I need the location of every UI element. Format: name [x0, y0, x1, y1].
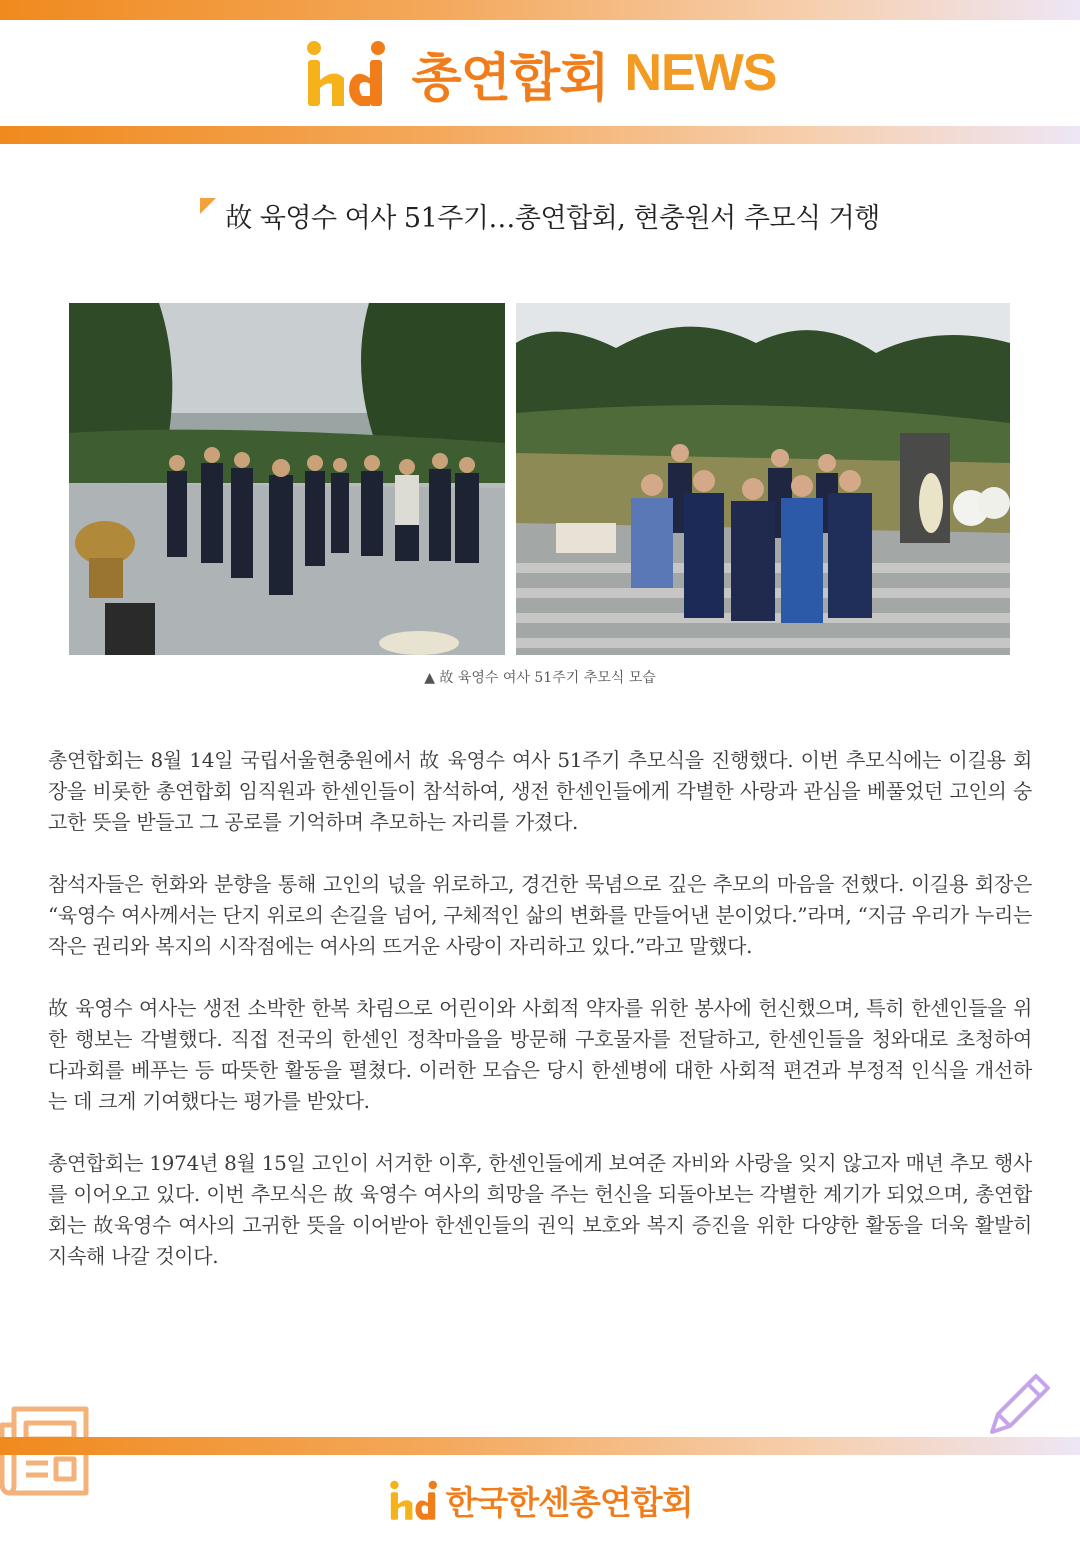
brand-name-korean: 총연합회: [411, 48, 609, 109]
hd-logo-icon: [387, 1479, 439, 1521]
article-headline: 故 육영수 여사 51주기…총연합회, 현충원서 추모식 거행: [225, 203, 880, 234]
footer-gradient-bar: [0, 1437, 1080, 1455]
hd-logo-icon: [304, 38, 386, 108]
article-body: [48, 745, 1032, 1303]
top-gradient-bar: [0, 0, 1080, 20]
article-paragraph: 참석자들은 헌화와 분향을 통해 고인의 넋을 위로하고, 경건한 묵념으로 깊은 추모의 마음을 전했다. 이길용 회장은 “육영수 여사께서는 단지 위로의 손길을 넘어, 구체적인 삶의 변화를 만들어낸 분이었다.”라며, “지금 우리가 누리는 작은 권리와 복지의 시작점에는 여사의 뜨거운 사랑이 자리하고 있다.”라고 말했다.: [48, 872, 1032, 958]
footer: [0, 1470, 1080, 1530]
corner-mark-icon: [200, 198, 216, 214]
header-gradient-bar: [0, 126, 1080, 144]
article-paragraph: 총연합회는 1974년 8월 15일 고인이 서거한 이후, 한센인들에게 보여준 자비와 사랑을 잊지 않고자 매년 추모 행사를 이어오고 있다. 이번 추모식은 故 육영수 여사의 희망을 주는 헌신을 되돌아보는 각별한 계기가 되었으며, 총연합회는 故육영수 여사의 고귀한 뜻을 이어받아 한센인들의 권익 보호와 복지 증진을 위한 다양한 활동을 더욱 활발히 지속해 나갈 것이다.: [48, 1151, 1032, 1268]
masthead: [0, 20, 1080, 126]
photo-group-at-grave: [516, 303, 1010, 655]
photo-memorial-bowing: [69, 303, 505, 655]
footer-organization-name: 한국한센총연합회: [445, 1482, 693, 1522]
article-paragraph: 총연합회는 8월 14일 국립서울현충원에서 故 육영수 여사 51주기 추모식을 진행했다. 이번 추모식에는 이길용 회장을 비롯한 총연합회 임직원과 한센인들이 참석하여, 생전 한센인들에게 각별한 사랑과 관심을 베풀었던 고인의 숭고한 뜻을 받들고 그 공로를 기억하며 추모하는 자리를 가졌다.: [48, 748, 1032, 834]
brand-name-news: NEWS: [624, 44, 777, 102]
headline-block: [0, 196, 1080, 235]
photo-caption: ▲ 故 육영수 여사 51주기 추모식 모습: [424, 670, 656, 686]
article-paragraph: 故 육영수 여사는 생전 소박한 한복 차림으로 어린이와 사회적 약자를 위한 봉사에 헌신했으며, 특히 한센인들을 위한 행보는 각별했다. 직접 전국의 한센인 정착마을을 방문해 구호물자를 전달하고, 한센인들을 청와대로 초청하여 다과회를 베푸는 등 따뜻한 활동을 펼쳤다. 이러한 모습은 당시 한센병에 대한 사회적 편견과 부정적 인식을 개선하는 데 크게 기여했다는 평가를 받았다.: [48, 996, 1032, 1113]
pencil-icon: [984, 1368, 1056, 1440]
